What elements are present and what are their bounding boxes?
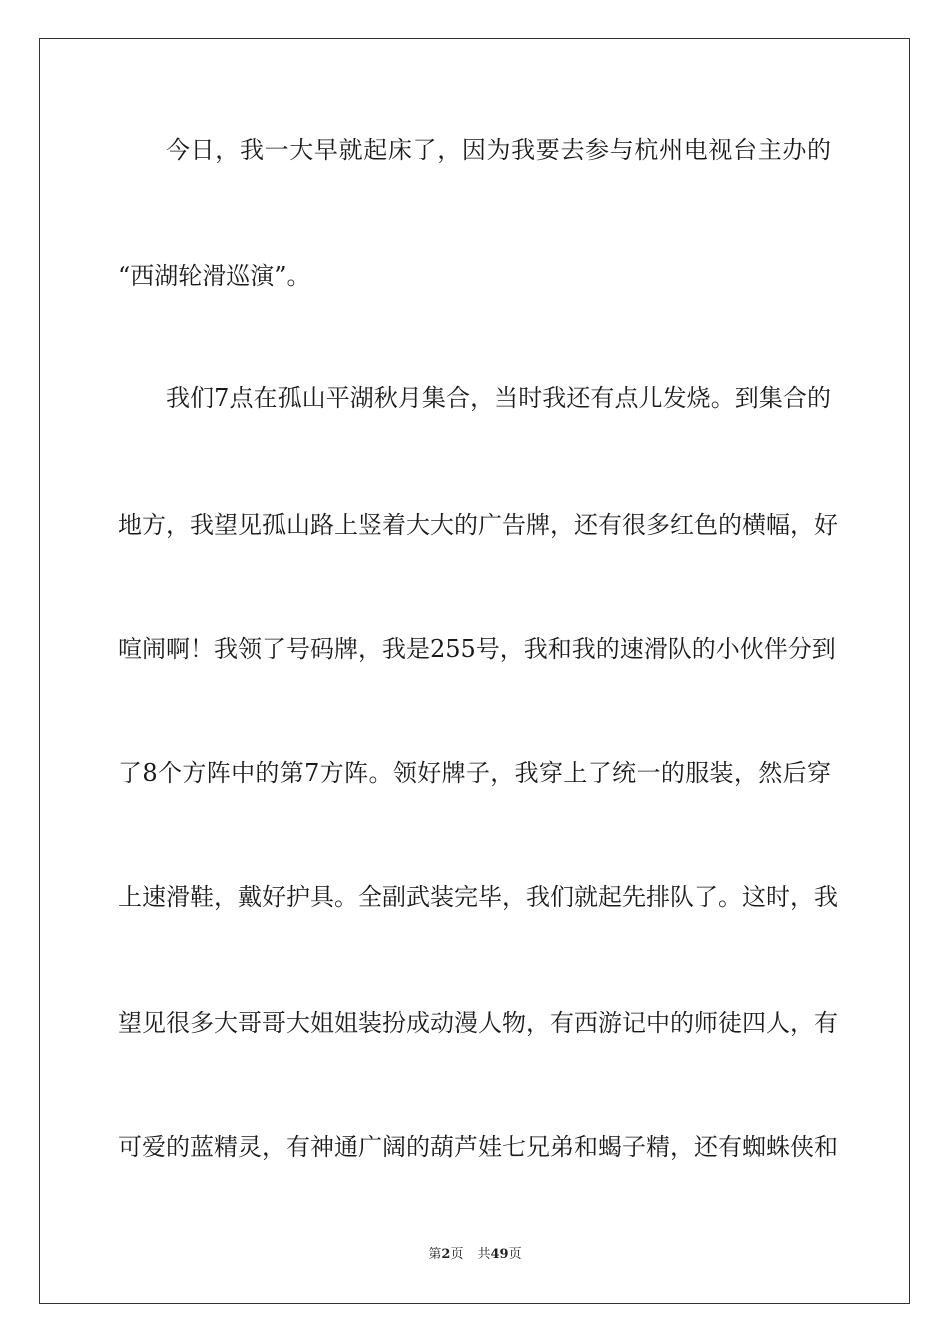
- page-border: [39, 38, 910, 1304]
- paragraph-line: 望见很多大哥哥大姐姐装扮成动漫人物，有西游记中的师徒四人，有: [118, 1009, 838, 1037]
- paragraph-line: 地方，我望见孤山路上竖着大大的广告牌，还有很多红色的横幅，好: [118, 511, 838, 539]
- paragraph-line: 今日，我一大早就起床了，因为我要去参与杭州电视台主办的: [166, 136, 831, 164]
- current-page-number: 2: [441, 1247, 451, 1262]
- total-suffix: 页: [508, 1247, 522, 1262]
- paragraph-line: 喧闹啊！我领了号码牌，我是255号，我和我的速滑队的小伙伴分到: [118, 635, 836, 663]
- paragraph-line: 我们7点在孤山平湖秋月集合，当时我还有点儿发烧。到集合的: [166, 384, 831, 412]
- paragraph-line: 可爱的蓝精灵，有神通广阔的葫芦娃七兄弟和蝎子精，还有蜘蛛侠和: [118, 1133, 838, 1161]
- page-footer: [0, 1246, 950, 1264]
- paragraph-line: 上速滑鞋，戴好护具。全副武装完毕，我们就起先排队了。这时，我: [118, 883, 838, 911]
- paragraph-line: “西湖轮滑巡演”。: [118, 262, 311, 290]
- page-suffix: 页: [450, 1247, 464, 1262]
- total-pages-number: 49: [490, 1247, 509, 1262]
- page-prefix: 第: [428, 1247, 442, 1262]
- total-prefix: 共: [477, 1247, 491, 1262]
- paragraph-line: 了8个方阵中的第7方阵。领好牌子，我穿上了统一的服装，然后穿: [118, 759, 831, 787]
